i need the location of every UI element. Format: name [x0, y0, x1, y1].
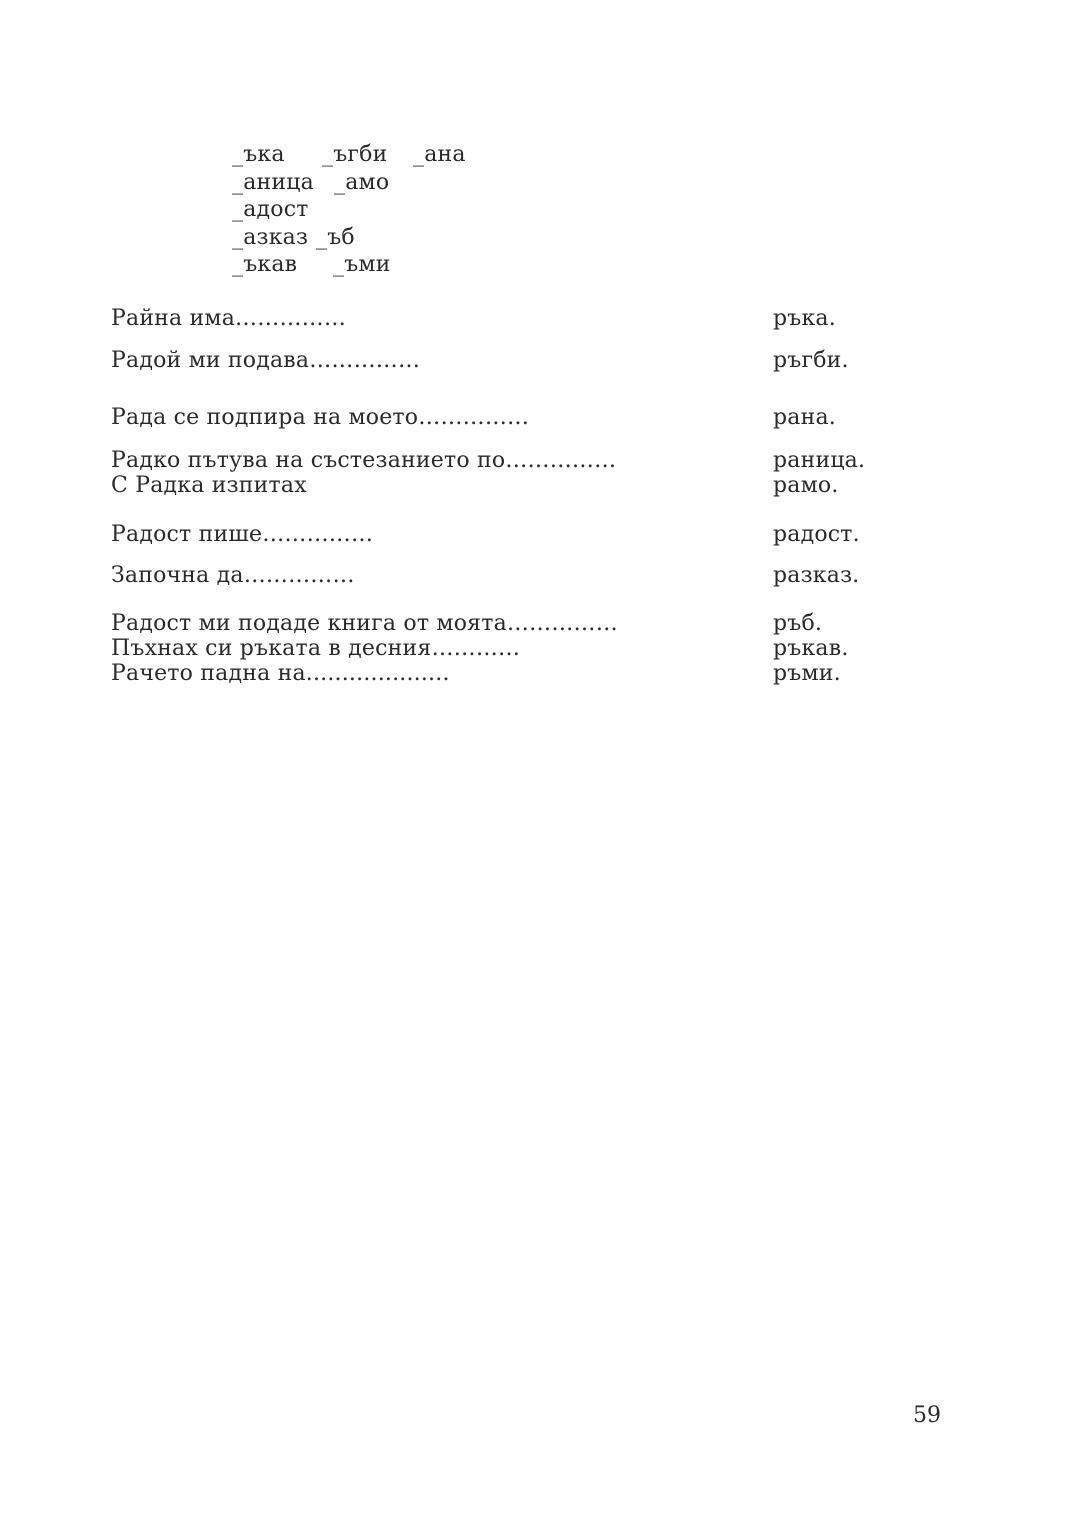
exercise-sentence: Радост пише…………… [111, 522, 374, 547]
word-fragment: _амо [334, 169, 390, 195]
exercise-answer: ръми. [773, 661, 841, 686]
exercise-answer: разказ. [773, 563, 860, 588]
exercise-answer: ръгби. [773, 348, 849, 373]
exercise-answer: ръб. [773, 611, 823, 636]
exercise-answer: рамо. [773, 473, 839, 498]
word-fragment: _ъми [333, 252, 391, 277]
word-fragment: _ъка [232, 142, 285, 167]
exercise-answer: радост. [773, 522, 860, 547]
exercise-sentence: Пъхнах си ръката в десния………… [111, 636, 521, 661]
word-fragment: _азказ [232, 224, 309, 250]
exercise-sentence: Райна има…………… [111, 306, 347, 331]
exercise-sentence: С Радка изпитах [111, 473, 307, 498]
word-fragment: _ъкав [232, 252, 298, 277]
exercise-sentence: Рачето падна на.................... [111, 661, 450, 686]
word-fragment: _ъб [316, 224, 355, 250]
word-fragment: _ъгби [322, 142, 388, 167]
exercise-answer: рана. [773, 405, 836, 430]
exercise-sentence: Рада се подпира на моето…………… [111, 405, 530, 430]
exercise-sentence: Радост ми подаде книга от моята…………… [111, 611, 618, 636]
exercise-sentence: Радко пътува на състезанието по…………… [111, 448, 617, 473]
exercise-answer: ръка. [773, 306, 836, 331]
page-number: 59 [913, 1403, 941, 1428]
exercise-answer: раница. [773, 448, 866, 473]
exercise-answer: ръкав. [773, 636, 849, 661]
word-fragment: _аница [232, 169, 314, 195]
word-fragment: _ана [413, 142, 466, 167]
word-fragment: _адост [232, 197, 309, 222]
exercise-sentence: Започна да…………… [111, 563, 355, 588]
exercise-sentence: Радой ми подава…………… [111, 348, 421, 373]
